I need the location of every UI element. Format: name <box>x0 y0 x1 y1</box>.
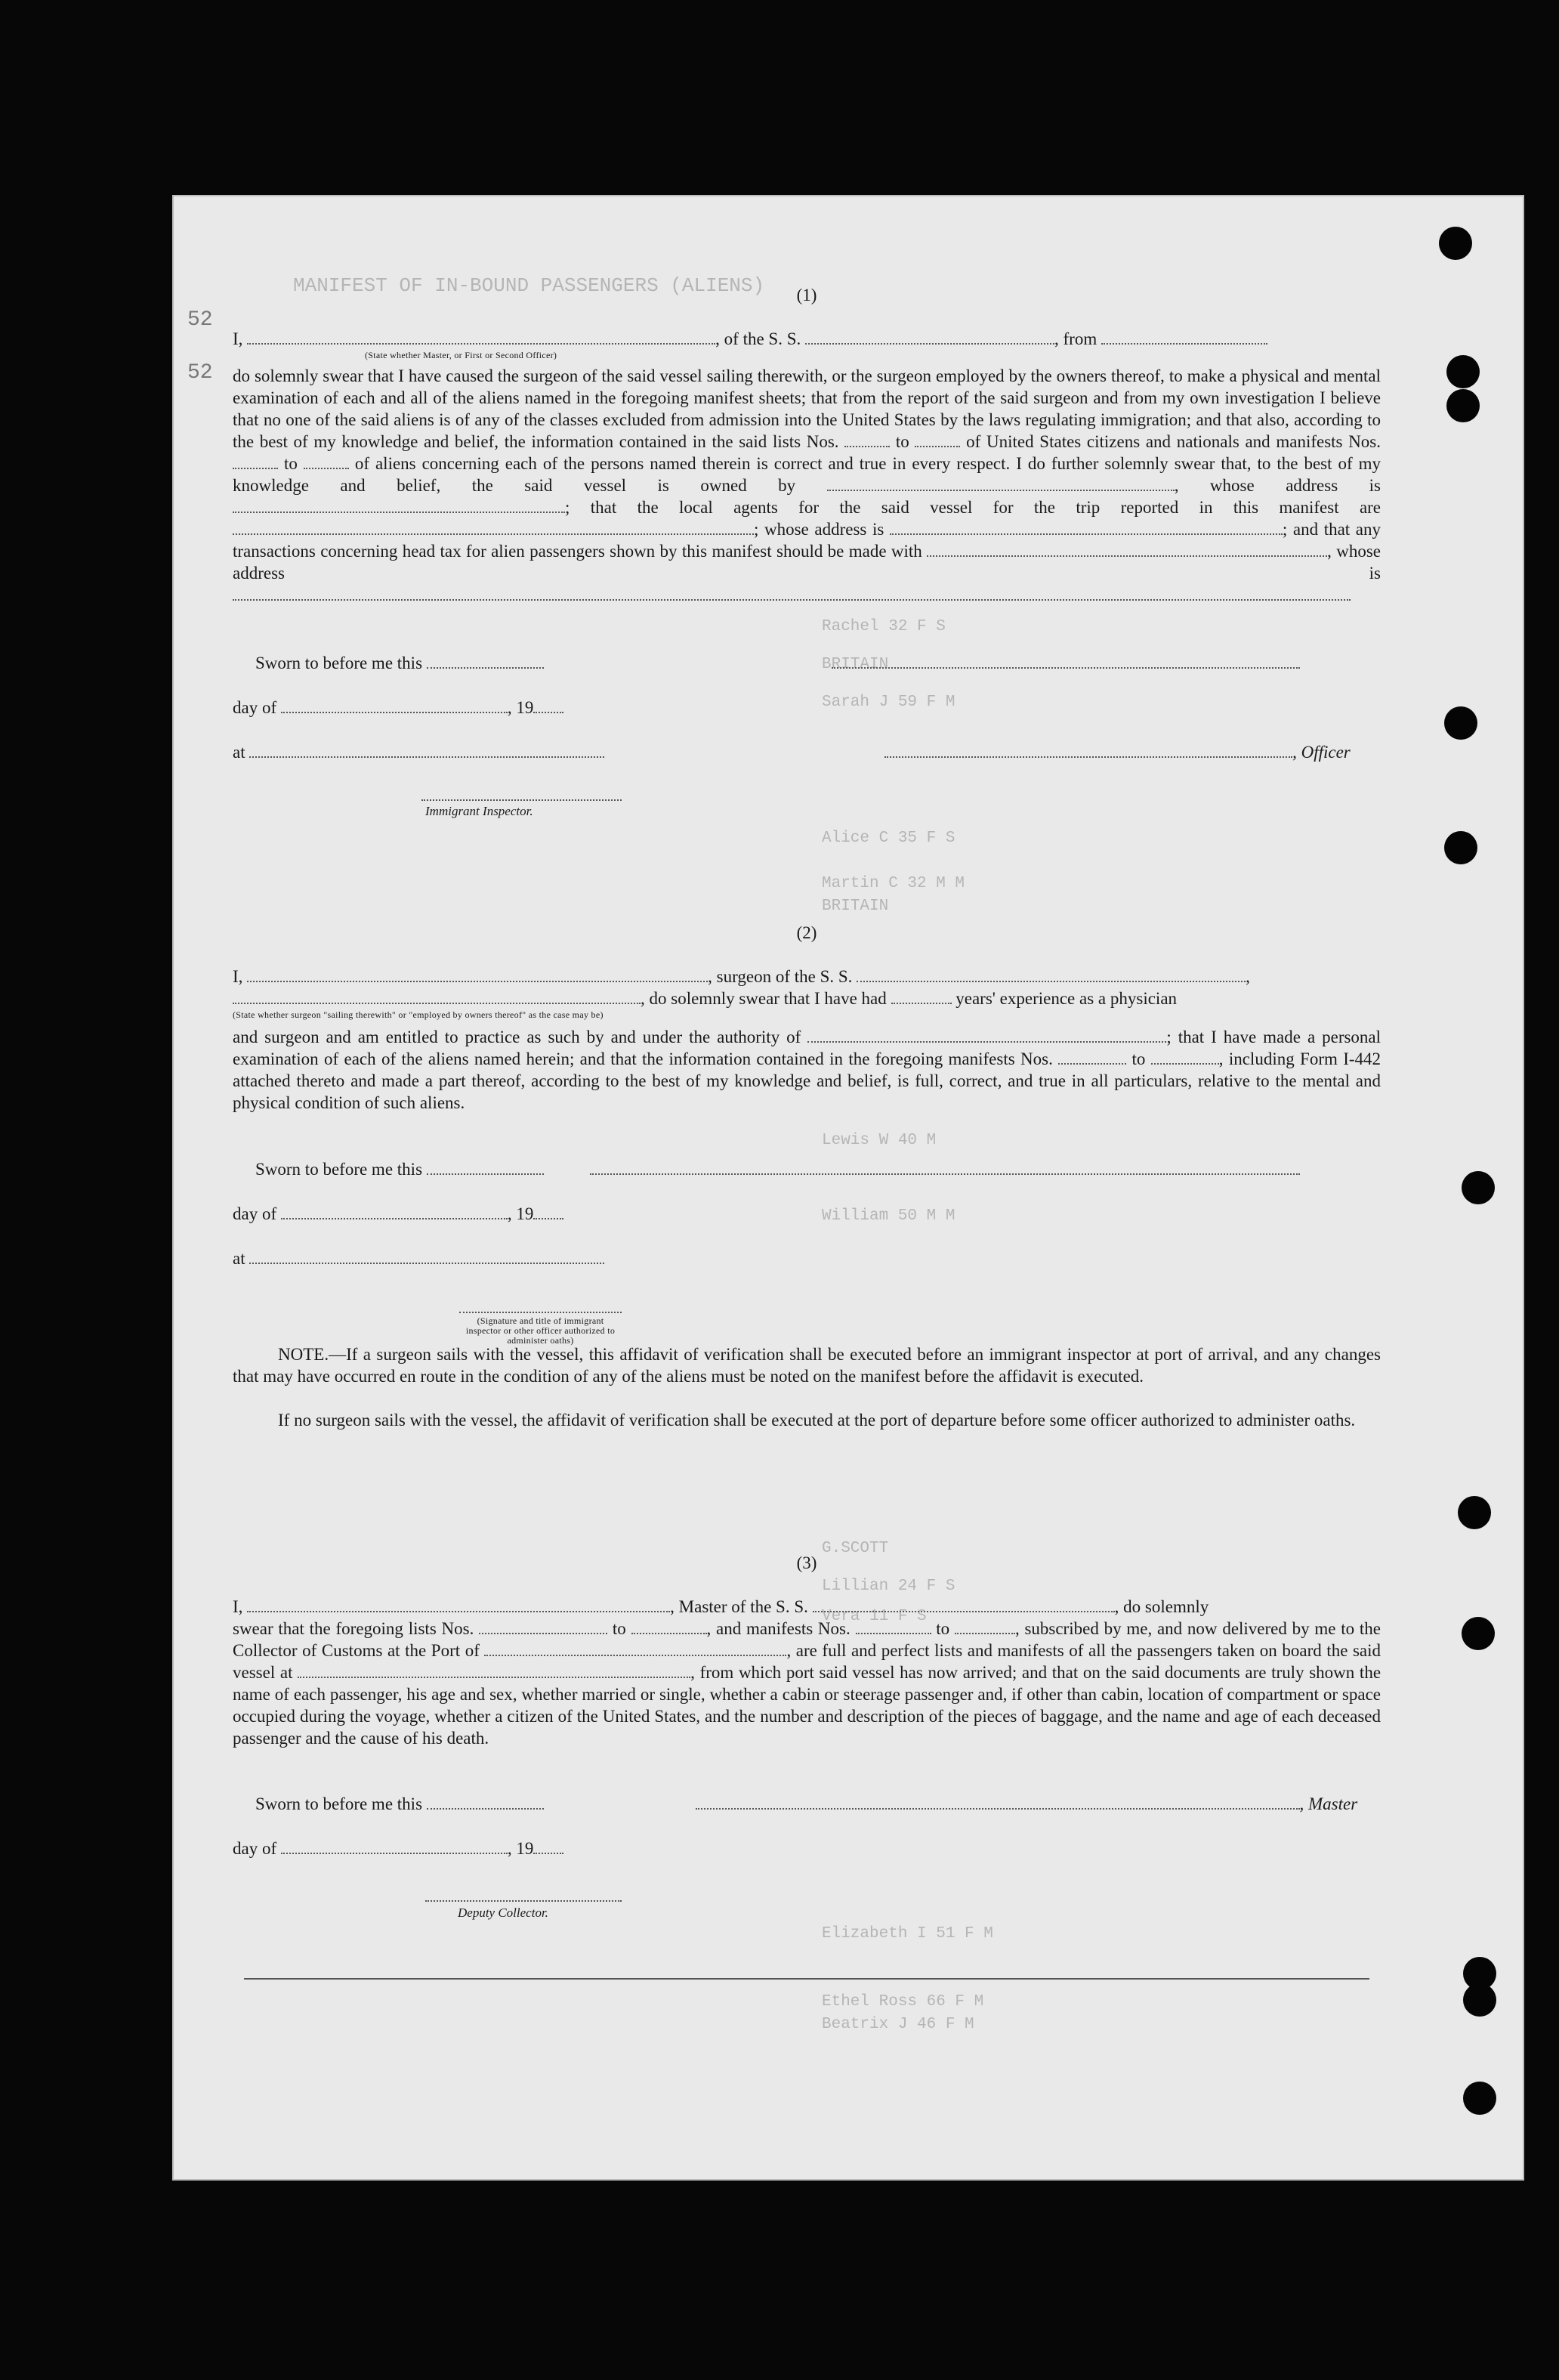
owner-address-blank[interactable] <box>233 496 565 513</box>
text: , are full and perfect lists and <box>786 1641 993 1660</box>
text: at <box>233 743 245 762</box>
at-line <box>233 1247 1381 1269</box>
text: Sworn to before me this <box>255 1160 423 1179</box>
text: , Officer <box>1292 743 1351 762</box>
at-line <box>233 741 1381 763</box>
section-number: (3) <box>796 1553 817 1572</box>
caption: (State whether Master, or First or Second Officer) <box>365 350 557 360</box>
text: years' experience as a physician <box>955 989 1178 1008</box>
text: , from which <box>690 1663 782 1682</box>
surgeon-ship-blank[interactable] <box>857 966 1246 982</box>
binder-hole <box>1446 389 1480 422</box>
bottom-rule <box>244 1978 1369 1980</box>
bleed-through-text: Lillian 24 F S <box>822 1578 955 1595</box>
text: , and manifests Nos. <box>706 1619 851 1638</box>
month-blank[interactable] <box>281 1203 508 1219</box>
surgeon-line: I, , surgeon of the S. S. , <box>233 967 1250 986</box>
bleed-through-text: Sarah J 59 F M <box>822 694 955 711</box>
bleed-through-text: Rachel 32 F S <box>822 618 946 635</box>
signature-line <box>425 1900 622 1902</box>
manifest-from-blank[interactable] <box>856 1618 931 1634</box>
note-paragraph <box>233 1409 1381 1431</box>
years-blank[interactable] <box>891 988 952 1004</box>
document-page <box>172 195 1524 2181</box>
text: do solemnly swear that I have caused the surgeon of the said vessel sailing therewith, or the surgeon employed by the owners thereof, to make a physical and mental examination of each and all of the aliens named in the foregoing manifest sheets; that from the report of the said surgeon and from my own investigation I believe that no one of the said aliens is of any of the classes excluded from admission into the United States by the laws regulating immigration; and that also, according to the best of my knowledge and belief, the information contained in the said lists Nos. <box>233 366 1381 451</box>
binder-hole <box>1444 706 1477 740</box>
agents-address-blank[interactable] <box>890 518 1283 535</box>
bleed-through-text: Elizabeth I 51 F M <box>822 1925 993 1943</box>
text: , of the S. S. <box>715 329 801 348</box>
binder-hole <box>1458 1496 1491 1529</box>
text: I, <box>233 1597 243 1616</box>
sworn-line-blank[interactable] <box>590 1158 1300 1175</box>
sworn-line <box>233 652 1381 674</box>
master-oath-paragraph <box>233 1618 1381 1749</box>
surgeon-swear-line <box>233 988 1381 1009</box>
text: and surgeon and am entitled to practice as such by and under the authority of <box>233 1028 801 1046</box>
text: I, <box>233 329 243 348</box>
text: to <box>895 432 909 451</box>
text: to <box>283 454 298 473</box>
surgeon-oath-paragraph: and surgeon and am entitled to practice as such by and under the authority of ; that I have made a personal examination of each of the aliens named herein; and that the information contained in the foregoing manifests Nos. to , including Form I-442 attached thereto and made a part thereof, according to the best of my knowledge and belief, is full, correct, and true in all particulars, relative to the mental and physical condition of such aliens. <box>233 1028 1381 1112</box>
authority-blank[interactable] <box>807 1026 1166 1043</box>
text: at <box>233 1249 245 1268</box>
sworn-line <box>233 1793 1381 1815</box>
text: day of <box>233 698 277 717</box>
text: , subscribed by me, and now <box>1014 1619 1218 1638</box>
place-blank[interactable] <box>249 741 604 758</box>
text: , 19 <box>507 1204 534 1223</box>
officer-blank[interactable] <box>884 741 1292 758</box>
note-label: NOTE. <box>278 1345 329 1364</box>
list-from-blank[interactable] <box>844 431 890 447</box>
day-of-line <box>233 1203 1381 1225</box>
text: , including Form I-442 attached thereto and made a part thereof, according to the best of my knowledge and belief, is full, correct, and true in all particulars, relative to the mental and physical condition of such aliens. <box>233 1049 1381 1112</box>
ship-blank[interactable] <box>805 328 1054 345</box>
signature-caption: (Signature and title of immigrant inspector or other officer authorized to administer oaths) <box>465 1315 616 1346</box>
year-blank[interactable] <box>533 1838 563 1854</box>
binder-hole <box>1463 1983 1496 2017</box>
manifest-to-blank[interactable] <box>955 1618 1015 1634</box>
inspector-caption: Immigrant Inspector. <box>425 804 533 818</box>
text: , do solemnly swear that I have had <box>641 989 887 1008</box>
text: , Master <box>1299 1794 1358 1813</box>
text: —If a surgeon sails with the vessel, this affidavit of verification shall be executed before an immigrant inspector at port of arrival, and any changes that may have occurred en route in the condition of any of the aliens must be noted on the manifest before the affidavit is executed. <box>233 1345 1381 1386</box>
head-tax-blank[interactable] <box>927 540 1327 557</box>
text: If no surgeon sails with the vessel, the affidavit of verification shall be executed at the port of departure before some officer authorized to administer oaths. <box>278 1411 1356 1430</box>
day-of-line <box>233 1838 1381 1859</box>
head-tax-address-blank[interactable] <box>233 584 1351 601</box>
text: , whose address is <box>233 542 1381 583</box>
text: that I have made a personal examination of each of the aliens named herein; and that the information contained in the foregoing manifests Nos. <box>233 1028 1381 1068</box>
binder-hole <box>1462 1617 1495 1650</box>
bleed-through-text: Martin C 32 M M <box>822 875 965 892</box>
text: , surgeon of the S. S. <box>708 967 853 986</box>
master-oath-paragraph: do solemnly swear that I have caused the surgeon of the said vessel sailing therewith, or the surgeon employed by the owners thereof, to make a physical and mental examination of each and all of the aliens named in the foregoing manifest sheets; that from the report of the said surgeon and from my own investigation I believe that no one of the said aliens is of any of the classes excluded from admission into the United States by the laws regulating immigration; and that also, according to the best of my knowledge and belief, the information contained in the said lists Nos. to of United States citizens and nationals and manifests Nos. to of aliens concerning each of the persons named therein is correct and true in every respect. I do further solemnly swear that, to the best of my knowledge and belief, the said vessel is owned by , whose address is ; that the local agents for the said vessel for the trip reported in this manifest are ; whose address is ; and that any transactions concerning head tax for alien passengers shown by this manifest should be made with , whose address is <box>233 365 1381 606</box>
sworn-day-blank[interactable] <box>427 1793 544 1810</box>
text: port said vessel has now arrived; and that on the said documents are truly shown the name of each passenger, his age and sex, whether married or single, whether a cabin or steerage passenger and, if other than cabin, location of compartment or space occupied during the voyage, whether a citizen of the United States, and the number and description of the pieces of baggage, and the name and age of each deceased passenger and the cause of his death. <box>233 1663 1381 1748</box>
month-blank[interactable] <box>281 697 508 713</box>
text: to <box>936 1619 950 1638</box>
year-blank[interactable] <box>533 697 563 713</box>
manifest-to-blank[interactable] <box>1151 1048 1219 1065</box>
text: , 19 <box>507 698 534 717</box>
margin-number: 52 <box>187 308 213 332</box>
bleed-through-text: Beatrix J 46 F M <box>822 2016 974 2033</box>
text: ; and that any transactions concerning head tax for alien passengers shown by this manifest should be made with <box>233 520 1381 561</box>
master-name-blank[interactable] <box>247 1596 670 1612</box>
binder-hole <box>1446 355 1480 388</box>
bleed-through-text: BRITAIN <box>822 656 889 673</box>
text: that the local agents for the said vessel for the trip reported in this manifest are <box>590 498 1381 517</box>
text: Sworn to before me this <box>255 654 423 672</box>
master-declaration-line <box>233 328 1381 350</box>
surgeon-status-blank[interactable] <box>233 988 641 1004</box>
month-blank[interactable] <box>281 1838 508 1854</box>
manifest-from-blank[interactable] <box>233 453 278 469</box>
text: delivered by me to the Collector of Customs at the Port of <box>233 1619 1381 1660</box>
text: day of <box>233 1204 277 1223</box>
text: of aliens concerning each of the persons named therein is correct and true in every respect. I do further solemnly swear that, to the best of my knowledge and belief, the said vessel is owned by <box>233 454 1381 495</box>
text: to <box>1131 1049 1146 1068</box>
manifest-from-blank[interactable] <box>1058 1048 1126 1065</box>
text: Sworn to before me this <box>255 1794 423 1813</box>
year-blank[interactable] <box>533 1203 563 1219</box>
list-to-blank[interactable] <box>631 1618 707 1634</box>
text: , 19 <box>507 1839 534 1858</box>
place-blank[interactable] <box>249 1247 604 1264</box>
text: swear that the foregoing lists Nos. <box>233 1619 474 1638</box>
master-signature-blank[interactable] <box>696 1793 1300 1810</box>
text: to <box>612 1619 626 1638</box>
binder-hole <box>1463 2082 1496 2115</box>
owner-blank[interactable] <box>827 474 1175 491</box>
binder-hole <box>1462 1171 1495 1204</box>
port-blank[interactable] <box>484 1640 786 1656</box>
binder-hole <box>1439 227 1472 260</box>
day-of-line <box>233 697 1381 719</box>
text: , do solemnly <box>1114 1597 1209 1616</box>
text: , whose address is <box>1174 476 1381 495</box>
text: day of <box>233 1839 277 1858</box>
text: of United States citizens and nationals and manifests Nos. <box>966 432 1381 451</box>
bleed-through-text: Vera 11 F S <box>822 1608 927 1625</box>
sworn-officer-blank[interactable] <box>832 652 1300 669</box>
sworn-day-blank[interactable] <box>427 652 544 669</box>
text: manifests of all the passengers taken on board the said vessel at <box>233 1641 1381 1682</box>
master-line <box>233 1596 1381 1618</box>
signature-line <box>459 1312 622 1313</box>
agents-blank[interactable] <box>233 518 754 535</box>
text: I, <box>233 967 243 986</box>
note-paragraph <box>233 1343 1381 1387</box>
bleed-through-text: BRITAIN <box>822 898 889 915</box>
binder-hole <box>1444 831 1477 864</box>
margin-number: 52 <box>187 361 213 385</box>
name-blank[interactable] <box>247 328 715 345</box>
collector-caption: Deputy Collector. <box>458 1906 548 1920</box>
from-blank[interactable] <box>1101 328 1267 345</box>
text: , from <box>1054 329 1097 348</box>
manifest-to-blank[interactable] <box>304 453 349 469</box>
section-number: (2) <box>796 923 817 942</box>
bleed-through-text: William 50 M M <box>822 1207 955 1225</box>
sworn-day-blank[interactable] <box>427 1158 544 1175</box>
bleed-through-text: Lewis W 40 M <box>822 1132 937 1149</box>
section-number: (1) <box>796 286 817 304</box>
caption: (State whether surgeon "sailing therewith" or "employed by owners thereof" as the case may be) <box>233 1009 604 1020</box>
embark-port-blank[interactable] <box>298 1661 690 1678</box>
sworn-line <box>233 1158 1381 1180</box>
surgeon-name-blank[interactable] <box>247 966 708 982</box>
faded-heading: MANIFEST OF IN-BOUND PASSENGERS (ALIENS) <box>293 274 765 297</box>
bleed-through-text: Alice C 35 F S <box>822 830 955 847</box>
text: , Master of the S. S. <box>670 1597 808 1616</box>
list-to-blank[interactable] <box>915 431 960 447</box>
text: whose address is <box>764 520 884 539</box>
master-ship-blank[interactable] <box>813 1596 1115 1612</box>
bleed-through-text: Ethel Ross 66 F M <box>822 1993 984 2011</box>
signature-line <box>421 799 622 801</box>
list-from-blank[interactable] <box>479 1618 607 1634</box>
bleed-through-text: G.SCOTT <box>822 1540 889 1557</box>
